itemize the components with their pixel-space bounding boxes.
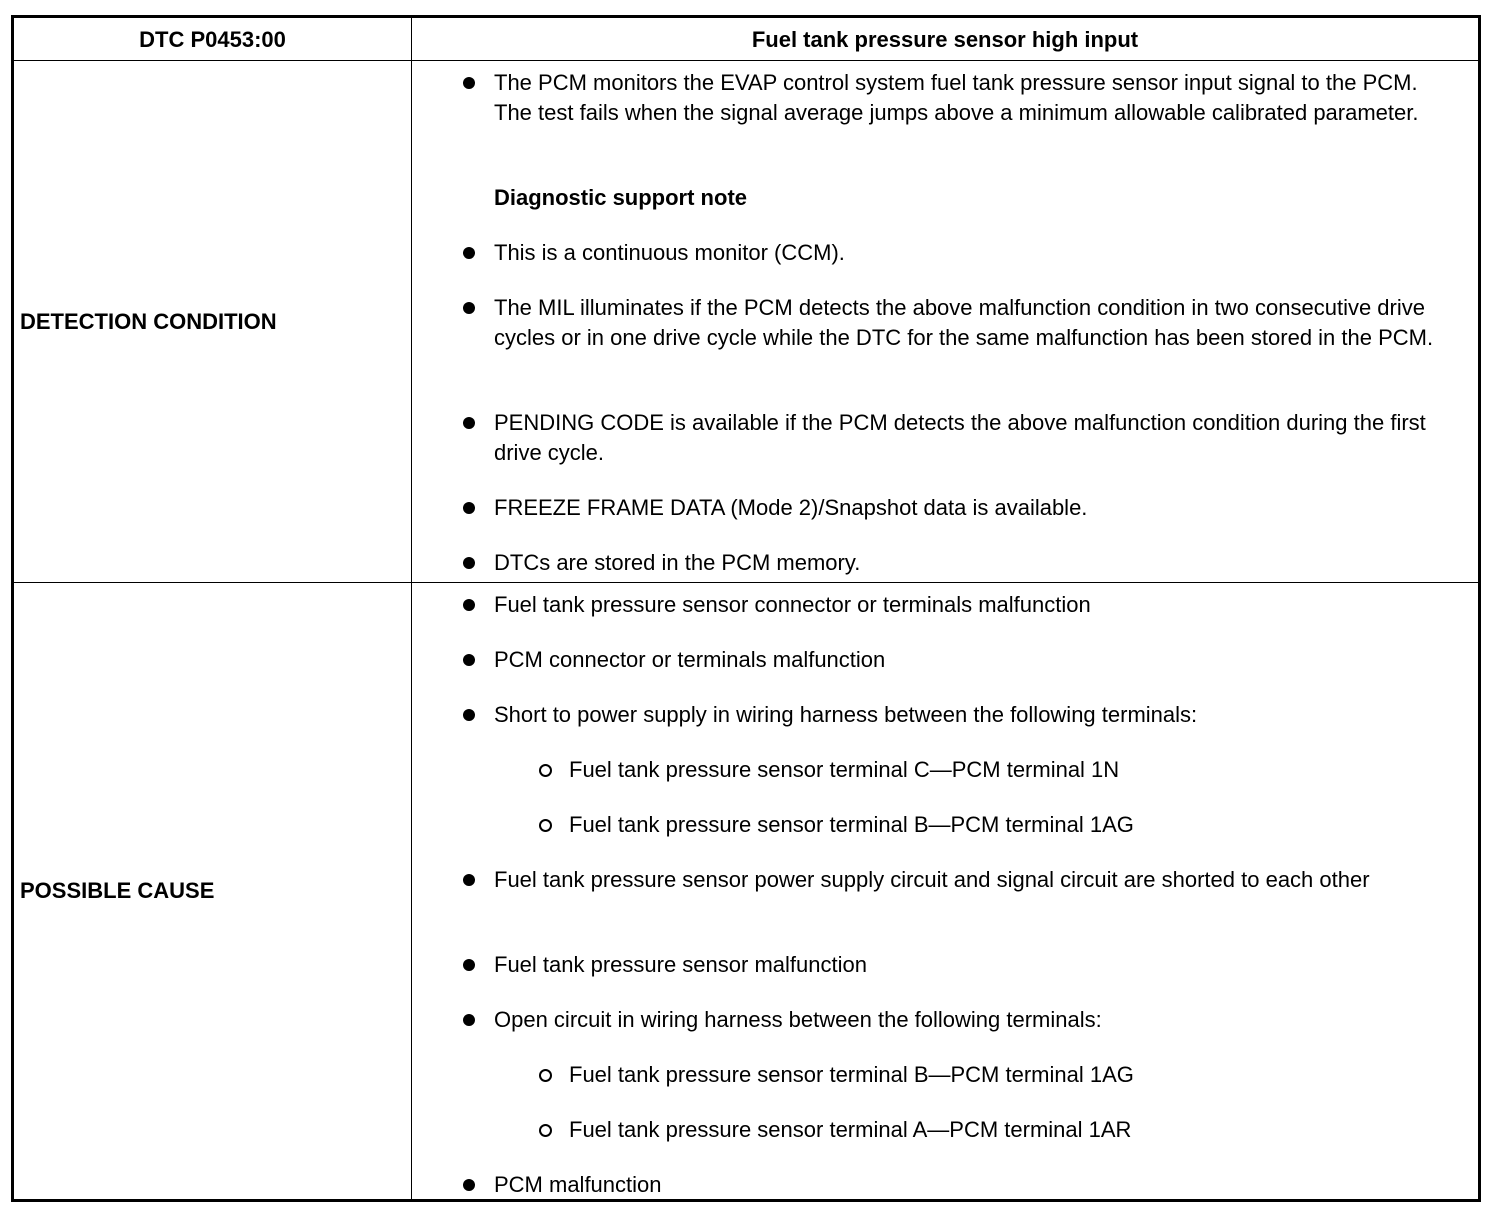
list-item-text: Open circuit in wiring harness between the following terminals: xyxy=(494,1007,1102,1032)
list-item-text: PCM malfunction xyxy=(494,1172,662,1197)
sub-list-item-text: Fuel tank pressure sensor terminal C—PCM terminal 1N xyxy=(569,757,1120,782)
possible-cause-label: POSSIBLE CAUSE xyxy=(14,583,412,1199)
filled-bullet-icon xyxy=(463,959,475,971)
list-item-text: Short to power supply in wiring harness between the following terminals: xyxy=(494,702,1198,727)
filled-bullet-icon xyxy=(463,302,475,314)
filled-bullet-icon xyxy=(463,599,475,611)
diagnostic-support-note-heading: Diagnostic support note xyxy=(494,185,747,210)
hollow-bullet-icon xyxy=(539,819,552,832)
filled-bullet-icon xyxy=(463,654,475,666)
filled-bullet-icon xyxy=(463,417,475,429)
sub-list-item-text: Fuel tank pressure sensor terminal B—PCM terminal 1AG xyxy=(569,1062,1134,1087)
dtc-code: DTC P0453:00 xyxy=(14,18,412,60)
list-item-text: FREEZE FRAME DATA (Mode 2)/Snapshot data is available. xyxy=(494,495,1088,520)
filled-bullet-icon xyxy=(463,502,475,514)
list-item-text: The MIL illuminates if the PCM detects the above malfunction condition in two consecutive drive cycles or in one drive cycle while the DTC for the same malfunction has been stored in the PCM. xyxy=(494,295,1434,350)
possible-cause-content xyxy=(412,583,1478,1199)
header-row xyxy=(14,18,1478,61)
detection-condition-content xyxy=(412,61,1478,582)
list-item-text: The PCM monitors the EVAP control system fuel tank pressure sensor input signal to the PCM. The test fails when the signal average jumps above a minimum allowable calibrated parameter. xyxy=(494,70,1419,125)
filled-bullet-icon xyxy=(463,1014,475,1026)
possible-cause-row xyxy=(14,583,1478,1199)
list-item-text: This is a continuous monitor (CCM). xyxy=(494,240,845,265)
list-item-text: Fuel tank pressure sensor power supply circuit and signal circuit are shorted to each other xyxy=(494,867,1370,892)
list-item-text: DTCs are stored in the PCM memory. xyxy=(494,550,861,575)
list-item-text: PCM connector or terminals malfunction xyxy=(494,647,886,672)
detection-condition-row xyxy=(14,61,1478,583)
filled-bullet-icon xyxy=(463,874,475,886)
filled-bullet-icon xyxy=(463,709,475,721)
list-item-text: PENDING CODE is available if the PCM detects the above malfunction condition during the first drive cycle. xyxy=(494,410,1426,465)
filled-bullet-icon xyxy=(463,1179,475,1191)
hollow-bullet-icon xyxy=(539,764,552,777)
filled-bullet-icon xyxy=(463,247,475,259)
filled-bullet-icon xyxy=(463,557,475,569)
hollow-bullet-icon xyxy=(539,1069,552,1082)
sub-list-item-text: Fuel tank pressure sensor terminal A—PCM terminal 1AR xyxy=(569,1117,1132,1142)
dtc-table xyxy=(11,15,1481,1202)
list-item-text: Fuel tank pressure sensor malfunction xyxy=(494,952,867,977)
sub-list-item-text: Fuel tank pressure sensor terminal B—PCM terminal 1AG xyxy=(569,812,1134,837)
list-item-text: Fuel tank pressure sensor connector or terminals malfunction xyxy=(494,592,1091,617)
detection-condition-label: DETECTION CONDITION xyxy=(14,61,412,582)
dtc-title: Fuel tank pressure sensor high input xyxy=(751,27,1139,52)
hollow-bullet-icon xyxy=(539,1124,552,1137)
filled-bullet-icon xyxy=(463,77,475,89)
